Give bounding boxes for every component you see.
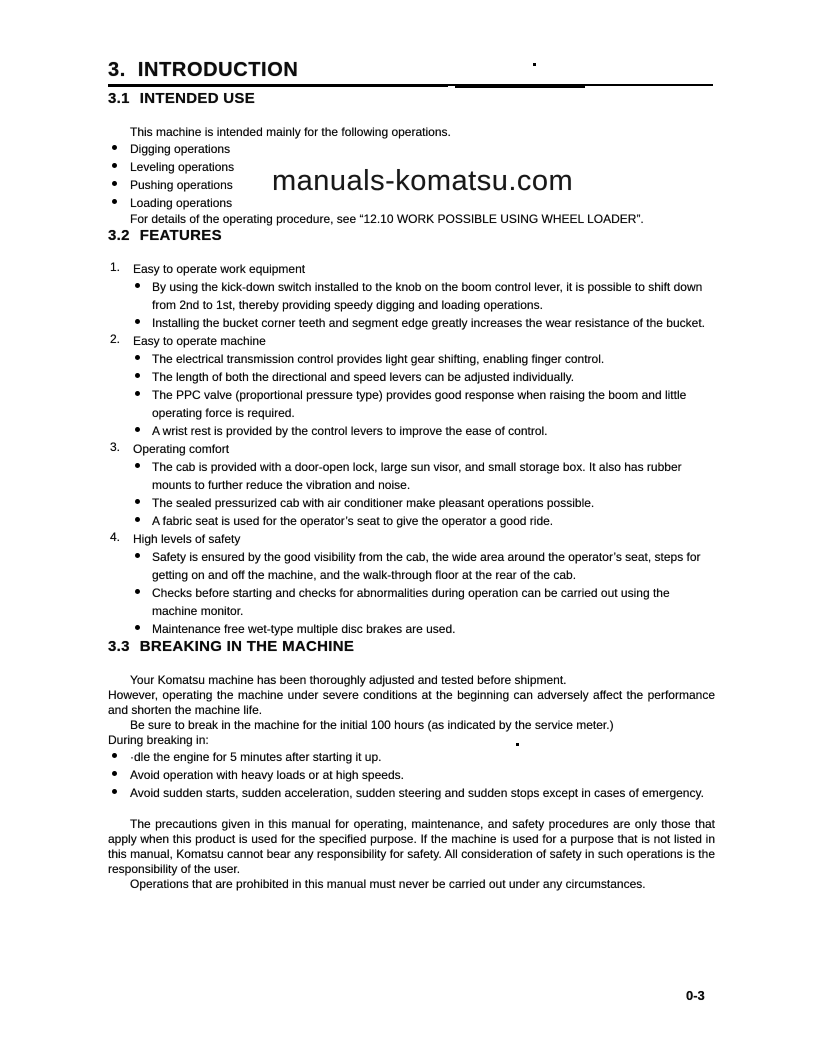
list-item-text: Safety is ensured by the good visibility from the cab, the wide area around the operator’s seat, steps for getting on and off the machine, and the walk-through floor at the rear of the cab. [152,550,701,582]
numbered-item [108,260,715,278]
item-label: Operating comfort [133,442,230,456]
section-number: 3.1 [108,90,130,107]
paragraph: The precautions given in this manual for operating, maintenance, and safety procedures are only those that apply when this product is used for the specified purpose. If the machine is used for a purpose that is not listed in this manual, Komatsu cannot bear any responsibility for safety. All consideration of safety in such operations is the responsibility of the user. [108,817,715,876]
paragraph: This machine is intended mainly for the following operations. [130,125,451,139]
bullet-icon [135,373,140,378]
list-item-text: A wrist rest is provided by the control levers to improve the ease of control. [152,424,548,438]
list-item [108,422,715,440]
bullet-icon [112,789,117,794]
list-item [108,368,715,386]
item-label: Easy to operate work equipment [133,262,306,276]
list-item [108,548,715,584]
list-item [108,458,715,494]
list-item-text: The electrical transmission control provides light gear shifting, enabling finger control. [152,352,605,366]
bullet-icon [112,199,117,204]
list-item [108,748,715,766]
list-item-text: Loading operations [130,196,233,210]
list-item [108,278,715,314]
list-item-text: By using the kick-down switch installed to the knob on the boom control lever, it is possible to shift down from 2nd to 1st, thereby providing speedy digging and loading operations. [152,280,703,312]
numbered-item [108,440,715,458]
bullet-icon [112,145,117,150]
paragraph: Your Komatsu machine has been thoroughly adjusted and tested before shipment. [130,673,567,687]
bullet-icon [135,517,140,522]
bullet-icon [135,499,140,504]
list-item-text: Pushing operations [130,178,233,192]
page-title [108,58,715,82]
list-item-text: Maintenance free wet-type multiple disc brakes are used. [152,622,456,636]
paragraph: However, operating the machine under severe conditions at the beginning can adversely affect the performance and shorten the machine life. [108,688,715,717]
page-content [108,0,715,892]
bullet-icon [135,319,140,324]
item-number: 2. [110,332,121,346]
list-item [108,194,715,212]
paragraph: Be sure to break in the machine for the initial 100 hours (as indicated by the service meter.) [130,718,614,732]
paragraph: For details of the operating procedure, see “12.10 WORK POSSIBLE USING WHEEL LOADER”. [130,212,644,226]
bullet-icon [135,589,140,594]
list-item-text: The cab is provided with a door-open lock, large sun visor, and small storage box. It also has rubber mounts to further reduce the vibration and noise. [152,460,682,492]
numbered-item [108,332,715,350]
title-underline-segment [108,84,448,87]
paragraph: During breaking in: [108,733,209,747]
section-title-text: INTENDED USE [139,90,256,107]
list-item-text: A fabric seat is used for the operator’s seat to give the operator a good ride. [152,514,554,528]
list-item [108,176,715,194]
list-item [108,512,715,530]
bullet-icon [135,625,140,630]
item-label: High levels of safety [133,532,241,546]
paragraph: Operations that are prohibited in this manual must never be carried out under any circumstances. [130,877,646,891]
list-item-text: Digging operations [130,142,231,156]
bullet-icon [135,283,140,288]
section-heading-features [108,227,715,245]
list-item-text: Avoid sudden starts, sudden acceleration, sudden steering and sudden stops except in cases of emergency. [130,786,704,800]
list-item-text: The PPC valve (proportional pressure type) provides good response when raising the boom and little operating force is required. [152,388,687,420]
bullet-icon [135,463,140,468]
list-item-text: Installing the bucket corner teeth and segment edge greatly increases the wear resistance of the bucket. [152,316,705,330]
bullet-icon [112,181,117,186]
list-item [108,620,715,638]
section-number: 3.2 [108,227,130,244]
list-item-text: Leveling operations [130,160,235,174]
list-item-text: The length of both the directional and speed levers can be adjusted individually. [152,370,575,384]
page-number: 0-3 [686,988,705,1003]
list-item [108,158,715,176]
list-item-text: ·dle the engine for 5 minutes after starting it up. [130,750,382,764]
title-underline-segment [455,84,585,88]
list-item [108,314,715,332]
list-item [108,386,715,422]
list-item [108,494,715,512]
section-heading-intended-use [108,90,715,108]
item-number: 4. [110,530,121,544]
chapter-number: 3. [108,59,126,81]
item-label: Easy to operate machine [133,334,266,348]
bullet-icon [135,391,140,396]
watermark-text: manuals-komatsu.com [272,165,574,197]
bullet-icon [135,427,140,432]
bullet-icon [112,163,117,168]
list-item-text: The sealed pressurized cab with air conditioner make pleasant operations possible. [152,496,595,510]
list-item [108,584,715,620]
bullet-icon [112,753,117,758]
item-number: 1. [110,260,121,274]
list-item-text: Checks before starting and checks for abnormalities during operation can be carried out using the machine monitor. [152,586,670,618]
section-heading-breaking-in [108,638,715,656]
item-number: 3. [110,440,121,454]
chapter-title-text: INTRODUCTION [137,59,299,81]
list-item [108,350,715,368]
list-item [108,140,715,158]
section-title-text: BREAKING IN THE MACHINE [139,638,355,655]
list-item [108,766,715,784]
section-number: 3.3 [108,638,130,655]
bullet-icon [135,355,140,360]
bullet-icon [135,553,140,558]
section-title-text: FEATURES [139,227,222,244]
list-item-text: Avoid operation with heavy loads or at high speeds. [130,768,404,782]
numbered-item [108,530,715,548]
list-item [108,784,715,802]
title-underline [108,84,715,90]
bullet-icon [112,771,117,776]
